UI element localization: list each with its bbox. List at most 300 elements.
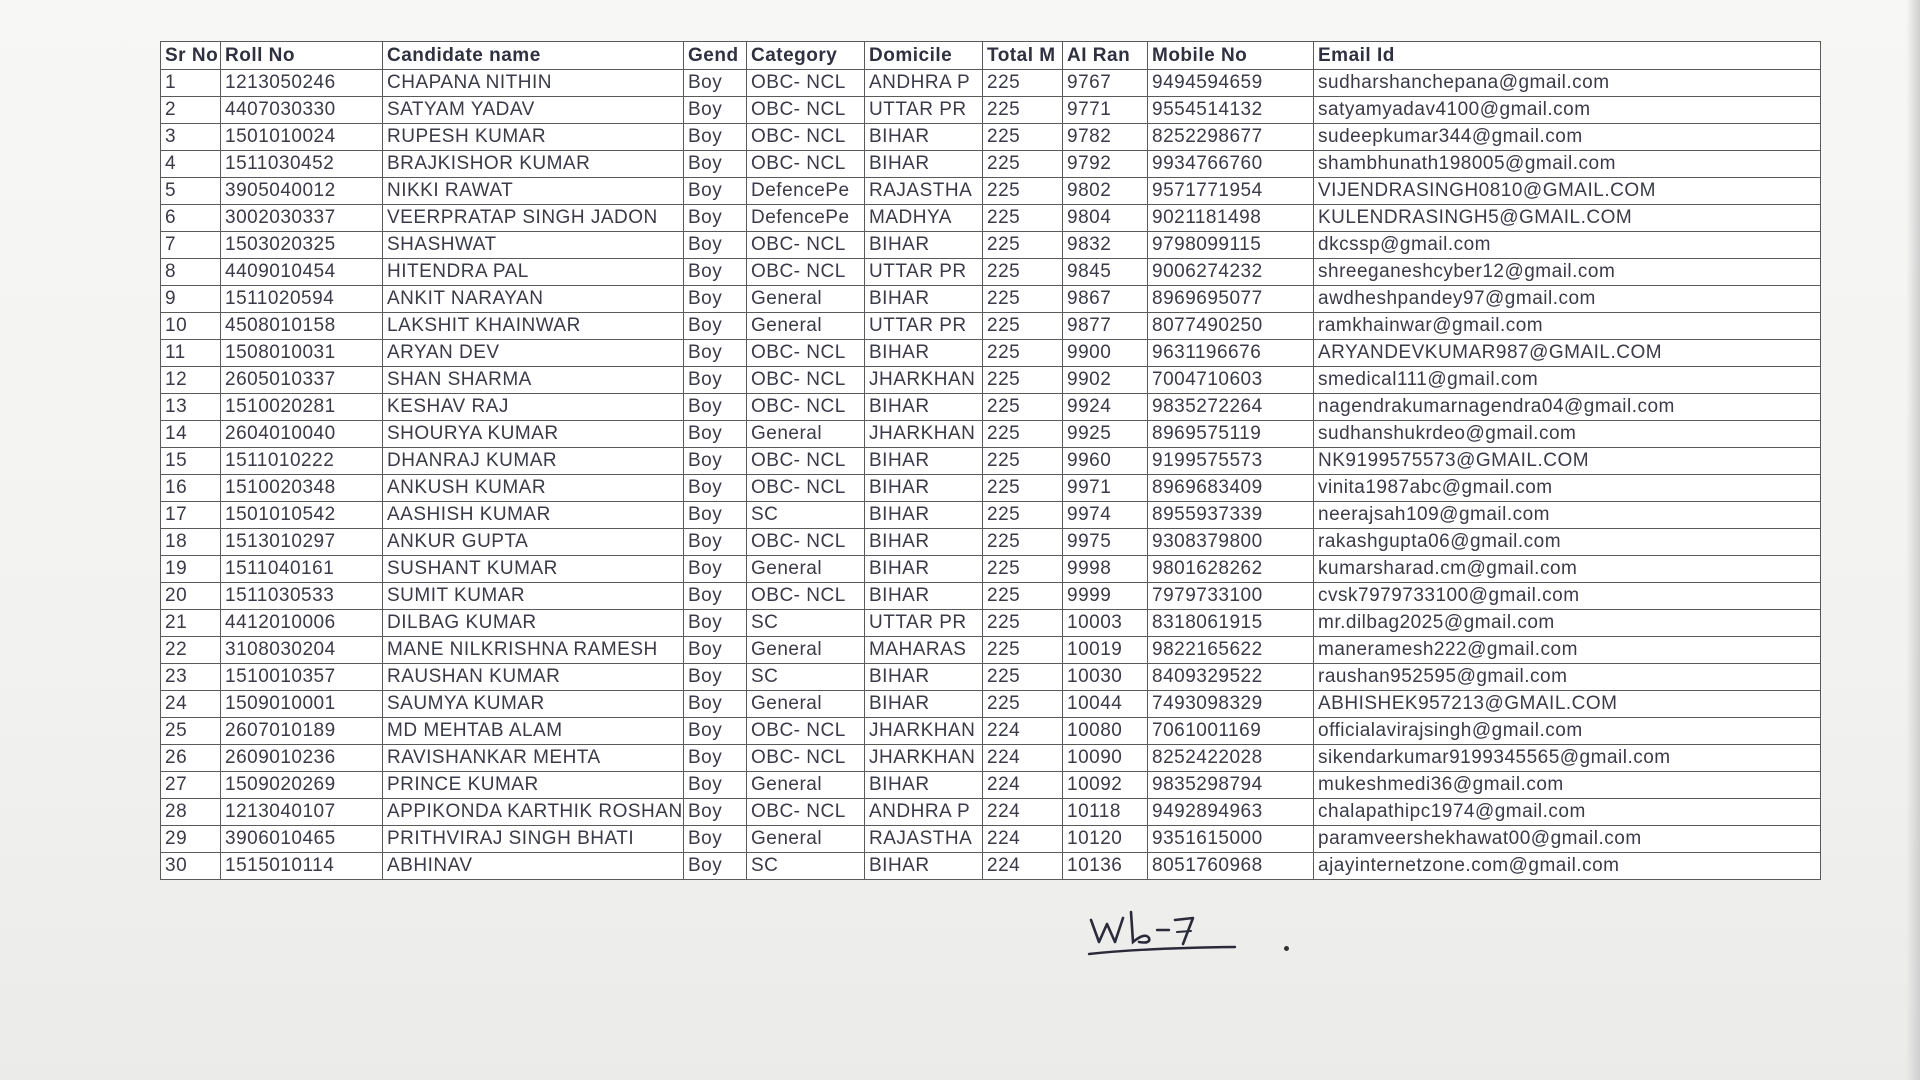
cell-category: OBC- NCL (747, 70, 865, 97)
header-gender: Gend (684, 42, 747, 70)
cell-sr-no: 18 (161, 529, 221, 556)
cell-category: OBC- NCL (747, 448, 865, 475)
cell-domicile: RAJASTHA (865, 826, 983, 853)
cell-total-marks: 225 (983, 664, 1063, 691)
cell-total-marks: 225 (983, 151, 1063, 178)
cell-gender: Boy (684, 259, 747, 286)
cell-email-id: officialavirajsingh@gmail.com (1314, 718, 1821, 745)
header-row (161, 42, 1821, 70)
header-ai-rank: AI Ran (1063, 42, 1148, 70)
cell-ai-rank: 9999 (1063, 583, 1148, 610)
cell-domicile: BIHAR (865, 772, 983, 799)
cell-sr-no: 9 (161, 286, 221, 313)
cell-sr-no: 11 (161, 340, 221, 367)
cell-category: OBC- NCL (747, 529, 865, 556)
cell-email-id: smedical111@gmail.com (1314, 367, 1821, 394)
cell-email-id: sikendarkumar9199345565@gmail.com (1314, 745, 1821, 772)
cell-category: OBC- NCL (747, 97, 865, 124)
cell-roll-no: 1508010031 (221, 340, 383, 367)
table-row (161, 772, 1821, 799)
table-row (161, 718, 1821, 745)
header-total-marks: Total M (983, 42, 1063, 70)
cell-sr-no: 16 (161, 475, 221, 502)
cell-gender: Boy (684, 394, 747, 421)
cell-sr-no: 15 (161, 448, 221, 475)
cell-gender: Boy (684, 367, 747, 394)
cell-ai-rank: 9924 (1063, 394, 1148, 421)
cell-candidate-name: HITENDRA PAL (383, 259, 684, 286)
table-row (161, 124, 1821, 151)
cell-category: OBC- NCL (747, 475, 865, 502)
cell-total-marks: 225 (983, 259, 1063, 286)
cell-total-marks: 225 (983, 367, 1063, 394)
cell-mobile-no: 8969575119 (1148, 421, 1314, 448)
cell-category: OBC- NCL (747, 799, 865, 826)
cell-candidate-name: ANKIT NARAYAN (383, 286, 684, 313)
cell-sr-no: 27 (161, 772, 221, 799)
cell-email-id: sudhanshukrdeo@gmail.com (1314, 421, 1821, 448)
cell-ai-rank: 9877 (1063, 313, 1148, 340)
cell-gender: Boy (684, 178, 747, 205)
table-row (161, 556, 1821, 583)
cell-total-marks: 224 (983, 853, 1063, 880)
cell-sr-no: 2 (161, 97, 221, 124)
cell-candidate-name: SUMIT KUMAR (383, 583, 684, 610)
table-row (161, 394, 1821, 421)
table-row (161, 340, 1821, 367)
cell-domicile: MADHYA (865, 205, 983, 232)
cell-mobile-no: 8969683409 (1148, 475, 1314, 502)
cell-roll-no: 4409010454 (221, 259, 383, 286)
cell-gender: Boy (684, 664, 747, 691)
cell-total-marks: 225 (983, 394, 1063, 421)
cell-category: OBC- NCL (747, 340, 865, 367)
cell-sr-no: 30 (161, 853, 221, 880)
cell-gender: Boy (684, 286, 747, 313)
cell-gender: Boy (684, 556, 747, 583)
cell-mobile-no: 7061001169 (1148, 718, 1314, 745)
cell-gender: Boy (684, 313, 747, 340)
cell-domicile: BIHAR (865, 664, 983, 691)
cell-total-marks: 225 (983, 502, 1063, 529)
cell-ai-rank: 9960 (1063, 448, 1148, 475)
cell-ai-rank: 9975 (1063, 529, 1148, 556)
cell-ai-rank: 9845 (1063, 259, 1148, 286)
cell-roll-no: 1511020594 (221, 286, 383, 313)
cell-email-id: KULENDRASINGH5@GMAIL.COM (1314, 205, 1821, 232)
cell-sr-no: 4 (161, 151, 221, 178)
table-row (161, 70, 1821, 97)
cell-gender: Boy (684, 583, 747, 610)
cell-total-marks: 224 (983, 772, 1063, 799)
cell-roll-no: 2604010040 (221, 421, 383, 448)
cell-category: General (747, 421, 865, 448)
table-row (161, 205, 1821, 232)
cell-category: OBC- NCL (747, 394, 865, 421)
cell-ai-rank: 9971 (1063, 475, 1148, 502)
cell-gender: Boy (684, 502, 747, 529)
cell-roll-no: 2609010236 (221, 745, 383, 772)
cell-mobile-no: 8955937339 (1148, 502, 1314, 529)
cell-candidate-name: RAVISHANKAR MEHTA (383, 745, 684, 772)
cell-domicile: ANDHRA P (865, 70, 983, 97)
cell-domicile: UTTAR PR (865, 610, 983, 637)
table-row (161, 799, 1821, 826)
cell-domicile: ANDHRA P (865, 799, 983, 826)
cell-domicile: BIHAR (865, 151, 983, 178)
cell-email-id: sudeepkumar344@gmail.com (1314, 124, 1821, 151)
cell-gender: Boy (684, 97, 747, 124)
cell-total-marks: 225 (983, 313, 1063, 340)
cell-ai-rank: 9974 (1063, 502, 1148, 529)
cell-ai-rank: 10030 (1063, 664, 1148, 691)
cell-email-id: ARYANDEVKUMAR987@GMAIL.COM (1314, 340, 1821, 367)
cell-ai-rank: 9925 (1063, 421, 1148, 448)
cell-mobile-no: 9822165622 (1148, 637, 1314, 664)
cell-category: OBC- NCL (747, 583, 865, 610)
table-row (161, 475, 1821, 502)
cell-roll-no: 4412010006 (221, 610, 383, 637)
cell-gender: Boy (684, 637, 747, 664)
cell-category: SC (747, 502, 865, 529)
cell-ai-rank: 10080 (1063, 718, 1148, 745)
cell-domicile: BIHAR (865, 286, 983, 313)
cell-category: DefencePe (747, 178, 865, 205)
cell-sr-no: 12 (161, 367, 221, 394)
cell-category: OBC- NCL (747, 232, 865, 259)
cell-category: SC (747, 610, 865, 637)
cell-mobile-no: 8051760968 (1148, 853, 1314, 880)
cell-sr-no: 24 (161, 691, 221, 718)
cell-candidate-name: APPIKONDA KARTHIK ROSHAN (383, 799, 684, 826)
cell-total-marks: 225 (983, 475, 1063, 502)
cell-category: General (747, 691, 865, 718)
cell-gender: Boy (684, 772, 747, 799)
cell-domicile: BIHAR (865, 340, 983, 367)
cell-roll-no: 1511040161 (221, 556, 383, 583)
cell-candidate-name: ANKUSH KUMAR (383, 475, 684, 502)
cell-mobile-no: 9199575573 (1148, 448, 1314, 475)
cell-email-id: shreeganeshcyber12@gmail.com (1314, 259, 1821, 286)
cell-candidate-name: ARYAN DEV (383, 340, 684, 367)
cell-ai-rank: 10120 (1063, 826, 1148, 853)
cell-sr-no: 23 (161, 664, 221, 691)
cell-candidate-name: SHOURYA KUMAR (383, 421, 684, 448)
cell-mobile-no: 9934766760 (1148, 151, 1314, 178)
cell-ai-rank: 9832 (1063, 232, 1148, 259)
cell-mobile-no: 8077490250 (1148, 313, 1314, 340)
cell-domicile: BIHAR (865, 529, 983, 556)
cell-mobile-no: 7979733100 (1148, 583, 1314, 610)
cell-sr-no: 28 (161, 799, 221, 826)
cell-roll-no: 3108030204 (221, 637, 383, 664)
cell-gender: Boy (684, 745, 747, 772)
cell-sr-no: 10 (161, 313, 221, 340)
header-email-id: Email Id (1314, 42, 1821, 70)
cell-ai-rank: 9767 (1063, 70, 1148, 97)
header-candidate-name: Candidate name (383, 42, 684, 70)
cell-sr-no: 22 (161, 637, 221, 664)
cell-candidate-name: SHASHWAT (383, 232, 684, 259)
cell-domicile: BIHAR (865, 394, 983, 421)
table-row (161, 448, 1821, 475)
cell-domicile: JHARKHAN (865, 718, 983, 745)
cell-roll-no: 1511010222 (221, 448, 383, 475)
cell-category: OBC- NCL (747, 745, 865, 772)
cell-category: General (747, 826, 865, 853)
header-mobile-no: Mobile No (1148, 42, 1314, 70)
header-category: Category (747, 42, 865, 70)
cell-candidate-name: KESHAV RAJ (383, 394, 684, 421)
cell-gender: Boy (684, 151, 747, 178)
table-row (161, 853, 1821, 880)
cell-roll-no: 1511030533 (221, 583, 383, 610)
cell-gender: Boy (684, 340, 747, 367)
cell-total-marks: 224 (983, 745, 1063, 772)
cell-category: OBC- NCL (747, 718, 865, 745)
cell-category: OBC- NCL (747, 151, 865, 178)
cell-domicile: BIHAR (865, 502, 983, 529)
cell-ai-rank: 9771 (1063, 97, 1148, 124)
cell-email-id: vinita1987abc@gmail.com (1314, 475, 1821, 502)
cell-candidate-name: DHANRAJ KUMAR (383, 448, 684, 475)
cell-sr-no: 3 (161, 124, 221, 151)
table-row (161, 286, 1821, 313)
cell-total-marks: 225 (983, 97, 1063, 124)
cell-sr-no: 17 (161, 502, 221, 529)
cell-domicile: UTTAR PR (865, 313, 983, 340)
cell-roll-no: 1509010001 (221, 691, 383, 718)
cell-domicile: BIHAR (865, 556, 983, 583)
cell-roll-no: 3905040012 (221, 178, 383, 205)
cell-email-id: kumarsharad.cm@gmail.com (1314, 556, 1821, 583)
cell-category: SC (747, 853, 865, 880)
cell-domicile: UTTAR PR (865, 97, 983, 124)
cell-mobile-no: 9494594659 (1148, 70, 1314, 97)
cell-sr-no: 19 (161, 556, 221, 583)
ink-dot (1284, 946, 1289, 951)
cell-category: OBC- NCL (747, 124, 865, 151)
table-row (161, 232, 1821, 259)
cell-total-marks: 225 (983, 583, 1063, 610)
cell-gender: Boy (684, 205, 747, 232)
cell-email-id: NK9199575573@GMAIL.COM (1314, 448, 1821, 475)
cell-candidate-name: SATYAM YADAV (383, 97, 684, 124)
cell-roll-no: 1213040107 (221, 799, 383, 826)
cell-email-id: neerajsah109@gmail.com (1314, 502, 1821, 529)
cell-candidate-name: SUSHANT KUMAR (383, 556, 684, 583)
cell-email-id: maneramesh222@gmail.com (1314, 637, 1821, 664)
cell-domicile: MAHARAS (865, 637, 983, 664)
cell-roll-no: 1503020325 (221, 232, 383, 259)
cell-roll-no: 3002030337 (221, 205, 383, 232)
cell-mobile-no: 9308379800 (1148, 529, 1314, 556)
cell-domicile: BIHAR (865, 232, 983, 259)
cell-roll-no: 1511030452 (221, 151, 383, 178)
cell-roll-no: 3906010465 (221, 826, 383, 853)
cell-mobile-no: 9798099115 (1148, 232, 1314, 259)
cell-sr-no: 14 (161, 421, 221, 448)
header-roll-no: Roll No (221, 42, 383, 70)
cell-domicile: RAJASTHA (865, 178, 983, 205)
cell-email-id: cvsk7979733100@gmail.com (1314, 583, 1821, 610)
cell-candidate-name: SHAN SHARMA (383, 367, 684, 394)
cell-mobile-no: 9351615000 (1148, 826, 1314, 853)
table-row (161, 826, 1821, 853)
cell-total-marks: 224 (983, 826, 1063, 853)
cell-total-marks: 225 (983, 124, 1063, 151)
table-row (161, 637, 1821, 664)
cell-email-id: VIJENDRASINGH0810@GMAIL.COM (1314, 178, 1821, 205)
cell-ai-rank: 9867 (1063, 286, 1148, 313)
cell-roll-no: 1213050246 (221, 70, 383, 97)
cell-domicile: JHARKHAN (865, 745, 983, 772)
cell-email-id: mukeshmedi36@gmail.com (1314, 772, 1821, 799)
cell-candidate-name: SAUMYA KUMAR (383, 691, 684, 718)
cell-total-marks: 225 (983, 205, 1063, 232)
cell-ai-rank: 9782 (1063, 124, 1148, 151)
cell-sr-no: 29 (161, 826, 221, 853)
table-row (161, 610, 1821, 637)
handwritten-wl-7-mark (1085, 902, 1265, 962)
cell-sr-no: 25 (161, 718, 221, 745)
cell-sr-no: 1 (161, 70, 221, 97)
cell-sr-no: 26 (161, 745, 221, 772)
table-row (161, 583, 1821, 610)
cell-category: OBC- NCL (747, 259, 865, 286)
cell-candidate-name: VEERPRATAP SINGH JADON (383, 205, 684, 232)
cell-roll-no: 1510020348 (221, 475, 383, 502)
cell-email-id: dkcssp@gmail.com (1314, 232, 1821, 259)
cell-gender: Boy (684, 799, 747, 826)
cell-mobile-no: 7493098329 (1148, 691, 1314, 718)
cell-total-marks: 225 (983, 232, 1063, 259)
cell-mobile-no: 8318061915 (1148, 610, 1314, 637)
cell-candidate-name: ANKUR GUPTA (383, 529, 684, 556)
cell-domicile: BIHAR (865, 124, 983, 151)
cell-domicile: BIHAR (865, 583, 983, 610)
cell-sr-no: 5 (161, 178, 221, 205)
cell-mobile-no: 8252298677 (1148, 124, 1314, 151)
cell-mobile-no: 9631196676 (1148, 340, 1314, 367)
cell-roll-no: 1509020269 (221, 772, 383, 799)
header-domicile: Domicile (865, 42, 983, 70)
table-row (161, 259, 1821, 286)
cell-gender: Boy (684, 853, 747, 880)
cell-gender: Boy (684, 529, 747, 556)
cell-category: DefencePe (747, 205, 865, 232)
cell-email-id: ajayinternetzone.com@gmail.com (1314, 853, 1821, 880)
cell-gender: Boy (684, 448, 747, 475)
cell-total-marks: 225 (983, 178, 1063, 205)
cell-category: General (747, 286, 865, 313)
cell-ai-rank: 10003 (1063, 610, 1148, 637)
cell-roll-no: 2607010189 (221, 718, 383, 745)
cell-gender: Boy (684, 691, 747, 718)
cell-roll-no: 1510010357 (221, 664, 383, 691)
cell-ai-rank: 9804 (1063, 205, 1148, 232)
cell-total-marks: 225 (983, 691, 1063, 718)
table-row (161, 502, 1821, 529)
cell-mobile-no: 8969695077 (1148, 286, 1314, 313)
candidate-table (160, 41, 1821, 880)
cell-roll-no: 1510020281 (221, 394, 383, 421)
cell-candidate-name: CHAPANA NITHIN (383, 70, 684, 97)
cell-candidate-name: ABHINAV (383, 853, 684, 880)
cell-mobile-no: 8252422028 (1148, 745, 1314, 772)
cell-email-id: raushan952595@gmail.com (1314, 664, 1821, 691)
cell-domicile: BIHAR (865, 475, 983, 502)
cell-gender: Boy (684, 475, 747, 502)
cell-category: General (747, 556, 865, 583)
cell-candidate-name: DILBAG KUMAR (383, 610, 684, 637)
cell-sr-no: 6 (161, 205, 221, 232)
cell-total-marks: 225 (983, 529, 1063, 556)
cell-roll-no: 4508010158 (221, 313, 383, 340)
cell-total-marks: 225 (983, 70, 1063, 97)
cell-email-id: sudharshanchepana@gmail.com (1314, 70, 1821, 97)
cell-mobile-no: 9835272264 (1148, 394, 1314, 421)
cell-email-id: rakashgupta06@gmail.com (1314, 529, 1821, 556)
cell-candidate-name: MANE NILKRISHNA RAMESH (383, 637, 684, 664)
cell-total-marks: 225 (983, 610, 1063, 637)
cell-candidate-name: BRAJKISHOR KUMAR (383, 151, 684, 178)
cell-ai-rank: 10044 (1063, 691, 1148, 718)
table-row (161, 313, 1821, 340)
cell-gender: Boy (684, 421, 747, 448)
cell-total-marks: 224 (983, 718, 1063, 745)
cell-sr-no: 21 (161, 610, 221, 637)
cell-candidate-name: RAUSHAN KUMAR (383, 664, 684, 691)
cell-mobile-no: 9835298794 (1148, 772, 1314, 799)
cell-mobile-no: 9021181498 (1148, 205, 1314, 232)
cell-category: General (747, 637, 865, 664)
cell-ai-rank: 9792 (1063, 151, 1148, 178)
cell-mobile-no: 7004710603 (1148, 367, 1314, 394)
cell-gender: Boy (684, 124, 747, 151)
cell-domicile: JHARKHAN (865, 367, 983, 394)
cell-total-marks: 225 (983, 286, 1063, 313)
cell-gender: Boy (684, 70, 747, 97)
cell-mobile-no: 9801628262 (1148, 556, 1314, 583)
table-row (161, 151, 1821, 178)
cell-candidate-name: RUPESH KUMAR (383, 124, 684, 151)
table-row (161, 421, 1821, 448)
cell-roll-no: 1515010114 (221, 853, 383, 880)
cell-candidate-name: NIKKI RAWAT (383, 178, 684, 205)
cell-total-marks: 225 (983, 421, 1063, 448)
cell-mobile-no: 9554514132 (1148, 97, 1314, 124)
cell-sr-no: 20 (161, 583, 221, 610)
cell-domicile: BIHAR (865, 691, 983, 718)
cell-ai-rank: 10092 (1063, 772, 1148, 799)
cell-category: General (747, 313, 865, 340)
header-sr-no: Sr No (161, 42, 221, 70)
cell-total-marks: 225 (983, 340, 1063, 367)
cell-email-id: chalapathipc1974@gmail.com (1314, 799, 1821, 826)
table-row (161, 178, 1821, 205)
cell-domicile: JHARKHAN (865, 421, 983, 448)
cell-candidate-name: PRINCE KUMAR (383, 772, 684, 799)
cell-ai-rank: 9900 (1063, 340, 1148, 367)
cell-roll-no: 1513010297 (221, 529, 383, 556)
cell-roll-no: 1501010024 (221, 124, 383, 151)
cell-gender: Boy (684, 232, 747, 259)
cell-category: General (747, 772, 865, 799)
cell-total-marks: 225 (983, 637, 1063, 664)
cell-email-id: shambhunath198005@gmail.com (1314, 151, 1821, 178)
cell-roll-no: 1501010542 (221, 502, 383, 529)
